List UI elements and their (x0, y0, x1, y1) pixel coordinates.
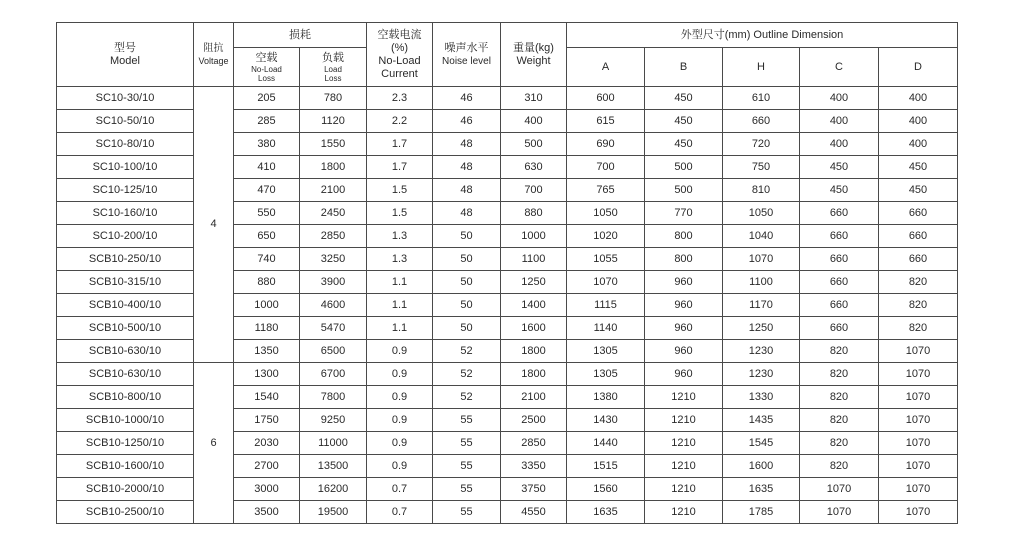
dim-h-cell: 1070 (723, 248, 800, 271)
table-row (57, 110, 958, 133)
dim-d-cell: 450 (879, 156, 958, 179)
load-loss-cell: 4600 (300, 294, 367, 317)
weight-cell: 2100 (501, 386, 567, 409)
noload-loss-en-1: No-Load (251, 64, 282, 74)
load-loss-cell: 7800 (300, 386, 367, 409)
dim-c-cell: 660 (800, 317, 879, 340)
weight-header-cn: 重量(kg) (513, 41, 554, 54)
noise-cell: 52 (433, 340, 501, 363)
noise-header-en: Noise level (442, 55, 491, 67)
dim-a-cell: 1055 (567, 248, 645, 271)
noise-cell: 55 (433, 478, 501, 501)
weight-cell: 1100 (501, 248, 567, 271)
weight-cell: 3350 (501, 455, 567, 478)
dim-h-cell: 720 (723, 133, 800, 156)
load-loss-cell: 6700 (300, 363, 367, 386)
table-row (57, 87, 958, 110)
model-cell: SCB10-630/10 (57, 363, 194, 386)
weight-cell: 2850 (501, 432, 567, 455)
weight-cell: 1800 (501, 363, 567, 386)
weight-cell: 2500 (501, 409, 567, 432)
table-row (57, 202, 958, 225)
dim-d-cell: 820 (879, 317, 958, 340)
dim-h-cell: 1600 (723, 455, 800, 478)
model-header-cn: 型号 (114, 41, 136, 54)
current-header-en-2: Current (381, 67, 418, 80)
dim-b-cell: 800 (645, 248, 723, 271)
dim-a-cell: 1115 (567, 294, 645, 317)
dim-a-cell: 690 (567, 133, 645, 156)
dim-d-cell: 660 (879, 202, 958, 225)
dim-c-cell: 660 (800, 294, 879, 317)
load-loss-cell: 1550 (300, 133, 367, 156)
dim-h-cell: 1170 (723, 294, 800, 317)
noise-cell: 50 (433, 294, 501, 317)
dim-h-cell: 1230 (723, 363, 800, 386)
dim-a-cell: 1070 (567, 271, 645, 294)
noload-loss-cell: 1000 (234, 294, 300, 317)
outline-header: 外型尺寸(mm) Outline Dimension (567, 23, 958, 48)
current-cell: 1.3 (367, 225, 433, 248)
dim-b-cell: 960 (645, 340, 723, 363)
table-row (57, 363, 958, 386)
dim-b-cell: 450 (645, 87, 723, 110)
dim-h-cell: 1545 (723, 432, 800, 455)
dim-c-cell: 660 (800, 202, 879, 225)
dim-d-cell: 820 (879, 271, 958, 294)
dim-c-cell: 400 (800, 133, 879, 156)
dim-a-cell: 1050 (567, 202, 645, 225)
weight-cell: 700 (501, 179, 567, 202)
table-row (57, 409, 958, 432)
dim-h-cell: 1635 (723, 478, 800, 501)
dim-header-c: C (800, 48, 879, 87)
table-row (57, 317, 958, 340)
current-header-cn: 空载电流 (377, 28, 422, 41)
weight-cell: 1000 (501, 225, 567, 248)
dim-h-cell: 750 (723, 156, 800, 179)
noise-cell: 48 (433, 156, 501, 179)
dim-d-cell: 1070 (879, 432, 958, 455)
dim-b-cell: 960 (645, 271, 723, 294)
voltage-header-en: Voltage (198, 55, 229, 66)
noload-loss-cell: 1350 (234, 340, 300, 363)
table-row (57, 455, 958, 478)
weight-cell: 630 (501, 156, 567, 179)
dim-d-cell: 1070 (879, 340, 958, 363)
noise-cell: 46 (433, 87, 501, 110)
weight-header-en: Weight (516, 54, 551, 67)
dim-d-cell: 1070 (879, 455, 958, 478)
noise-cell: 50 (433, 225, 501, 248)
voltage-header-cn: 阻抗 (203, 42, 224, 54)
load-loss-cell: 1120 (300, 110, 367, 133)
load-loss-cell: 6500 (300, 340, 367, 363)
model-header (57, 23, 194, 87)
voltage-cell: 6 (194, 363, 234, 524)
dim-header-a: A (567, 48, 645, 87)
dim-b-cell: 450 (645, 110, 723, 133)
dim-d-cell: 1070 (879, 386, 958, 409)
model-cell: SCB10-1000/10 (57, 409, 194, 432)
dim-b-cell: 770 (645, 202, 723, 225)
dim-d-cell: 820 (879, 294, 958, 317)
noise-header (433, 23, 501, 87)
dim-b-cell: 450 (645, 133, 723, 156)
model-cell: SC10-50/10 (57, 110, 194, 133)
table-row (57, 225, 958, 248)
current-cell: 1.5 (367, 202, 433, 225)
noload-loss-cell: 470 (234, 179, 300, 202)
table-row (57, 386, 958, 409)
noise-cell: 55 (433, 501, 501, 524)
noise-cell: 48 (433, 179, 501, 202)
model-cell: SC10-100/10 (57, 156, 194, 179)
current-cell: 1.1 (367, 294, 433, 317)
current-cell: 1.3 (367, 248, 433, 271)
dim-c-cell: 400 (800, 87, 879, 110)
dim-a-cell: 1430 (567, 409, 645, 432)
noise-cell: 48 (433, 202, 501, 225)
table-row (57, 133, 958, 156)
dim-h-cell: 660 (723, 110, 800, 133)
dim-b-cell: 1210 (645, 455, 723, 478)
dim-b-cell: 960 (645, 317, 723, 340)
load-loss-cell: 780 (300, 87, 367, 110)
voltage-header (194, 23, 234, 87)
noload-loss-cell: 1300 (234, 363, 300, 386)
dim-a-cell: 615 (567, 110, 645, 133)
weight-cell: 4550 (501, 501, 567, 524)
dim-a-cell: 1560 (567, 478, 645, 501)
model-cell: SCB10-315/10 (57, 271, 194, 294)
model-cell: SCB10-400/10 (57, 294, 194, 317)
dim-h-cell: 1330 (723, 386, 800, 409)
dim-c-cell: 820 (800, 432, 879, 455)
table-row (57, 179, 958, 202)
weight-cell: 310 (501, 87, 567, 110)
weight-cell: 500 (501, 133, 567, 156)
weight-header (501, 23, 567, 87)
noload-loss-cell: 205 (234, 87, 300, 110)
dim-b-cell: 1210 (645, 501, 723, 524)
dim-h-cell: 610 (723, 87, 800, 110)
dim-c-cell: 820 (800, 386, 879, 409)
model-cell: SC10-160/10 (57, 202, 194, 225)
current-cell: 0.9 (367, 409, 433, 432)
model-cell: SC10-30/10 (57, 87, 194, 110)
model-cell: SCB10-630/10 (57, 340, 194, 363)
dim-h-cell: 1250 (723, 317, 800, 340)
current-cell: 0.9 (367, 455, 433, 478)
loss-header: 损耗 (234, 23, 367, 48)
dim-b-cell: 1210 (645, 478, 723, 501)
dim-h-cell: 1040 (723, 225, 800, 248)
noise-cell: 55 (433, 455, 501, 478)
dim-h-cell: 1050 (723, 202, 800, 225)
dim-b-cell: 800 (645, 225, 723, 248)
weight-cell: 3750 (501, 478, 567, 501)
noise-cell: 50 (433, 317, 501, 340)
weight-cell: 880 (501, 202, 567, 225)
dim-c-cell: 660 (800, 271, 879, 294)
model-header-en: Model (110, 54, 140, 67)
dim-a-cell: 1440 (567, 432, 645, 455)
dim-c-cell: 820 (800, 340, 879, 363)
noload-loss-cell: 285 (234, 110, 300, 133)
noise-cell: 55 (433, 409, 501, 432)
noload-loss-en-2: Loss (258, 73, 275, 83)
dim-d-cell: 400 (879, 87, 958, 110)
noise-cell: 52 (433, 386, 501, 409)
dim-b-cell: 1210 (645, 432, 723, 455)
dim-c-cell: 450 (800, 156, 879, 179)
dim-b-cell: 1210 (645, 409, 723, 432)
current-cell: 0.9 (367, 340, 433, 363)
load-loss-cell: 19500 (300, 501, 367, 524)
noload-loss-cell: 3500 (234, 501, 300, 524)
dim-a-cell: 1305 (567, 363, 645, 386)
model-cell: SC10-125/10 (57, 179, 194, 202)
model-cell: SC10-200/10 (57, 225, 194, 248)
table-row (57, 432, 958, 455)
noise-header-cn: 噪声水平 (444, 41, 489, 54)
dim-b-cell: 1210 (645, 386, 723, 409)
spec-table (56, 22, 958, 524)
current-cell: 1.7 (367, 156, 433, 179)
dim-c-cell: 820 (800, 363, 879, 386)
load-loss-cell: 3900 (300, 271, 367, 294)
dim-d-cell: 660 (879, 248, 958, 271)
noise-cell: 46 (433, 110, 501, 133)
dim-d-cell: 400 (879, 110, 958, 133)
dim-a-cell: 1305 (567, 340, 645, 363)
dim-d-cell: 1070 (879, 409, 958, 432)
current-cell: 0.9 (367, 386, 433, 409)
load-loss-cell: 9250 (300, 409, 367, 432)
model-cell: SCB10-2500/10 (57, 501, 194, 524)
dim-c-cell: 820 (800, 455, 879, 478)
dim-a-cell: 600 (567, 87, 645, 110)
dim-header-h: H (723, 48, 800, 87)
noise-cell: 48 (433, 133, 501, 156)
noload-loss-cell: 410 (234, 156, 300, 179)
dim-d-cell: 660 (879, 225, 958, 248)
table-body (57, 87, 958, 524)
current-header-en-1: No-Load (378, 54, 421, 67)
header-row-top (57, 23, 958, 48)
dim-c-cell: 1070 (800, 478, 879, 501)
load-loss-cell: 2100 (300, 179, 367, 202)
noload-loss-cn: 空载 (255, 51, 278, 64)
dim-b-cell: 960 (645, 294, 723, 317)
load-loss-cell: 11000 (300, 432, 367, 455)
dim-c-cell: 450 (800, 179, 879, 202)
load-loss-cell: 3250 (300, 248, 367, 271)
noload-loss-cell: 650 (234, 225, 300, 248)
dim-c-cell: 400 (800, 110, 879, 133)
noload-loss-cell: 1750 (234, 409, 300, 432)
dim-a-cell: 1380 (567, 386, 645, 409)
load-loss-cn: 负载 (322, 51, 344, 64)
noload-loss-cell: 1180 (234, 317, 300, 340)
noload-loss-cell: 380 (234, 133, 300, 156)
dim-h-cell: 1230 (723, 340, 800, 363)
model-cell: SC10-80/10 (57, 133, 194, 156)
dim-h-cell: 1100 (723, 271, 800, 294)
dim-h-cell: 1785 (723, 501, 800, 524)
current-cell: 0.9 (367, 432, 433, 455)
dim-d-cell: 1070 (879, 478, 958, 501)
table-row (57, 271, 958, 294)
table-row (57, 340, 958, 363)
weight-cell: 1400 (501, 294, 567, 317)
noise-cell: 50 (433, 248, 501, 271)
current-cell: 2.3 (367, 87, 433, 110)
load-loss-cell: 2850 (300, 225, 367, 248)
table-header (57, 23, 958, 87)
model-cell: SCB10-1600/10 (57, 455, 194, 478)
voltage-cell: 4 (194, 87, 234, 363)
dim-a-cell: 1140 (567, 317, 645, 340)
noload-loss-cell: 740 (234, 248, 300, 271)
table-row (57, 478, 958, 501)
noise-cell: 52 (433, 363, 501, 386)
dim-c-cell: 660 (800, 248, 879, 271)
noload-loss-cell: 3000 (234, 478, 300, 501)
dim-d-cell: 400 (879, 133, 958, 156)
current-cell: 1.7 (367, 133, 433, 156)
current-header-unit: (%) (390, 41, 409, 54)
noload-loss-cell: 880 (234, 271, 300, 294)
model-cell: SCB10-1250/10 (57, 432, 194, 455)
table-row (57, 294, 958, 317)
dim-h-cell: 1435 (723, 409, 800, 432)
dim-d-cell: 450 (879, 179, 958, 202)
dim-b-cell: 500 (645, 156, 723, 179)
table-row (57, 156, 958, 179)
model-cell: SCB10-250/10 (57, 248, 194, 271)
dim-c-cell: 1070 (800, 501, 879, 524)
load-loss-en-1: Load (324, 64, 342, 74)
load-loss-en-2: Loss (324, 73, 342, 83)
noload-loss-header (234, 48, 300, 87)
dim-d-cell: 1070 (879, 501, 958, 524)
load-loss-cell: 16200 (300, 478, 367, 501)
load-loss-header (300, 48, 367, 87)
dim-a-cell: 700 (567, 156, 645, 179)
current-header (367, 23, 433, 87)
dim-h-cell: 810 (723, 179, 800, 202)
dim-header-d: D (879, 48, 958, 87)
noload-loss-cell: 1540 (234, 386, 300, 409)
noload-loss-cell: 2030 (234, 432, 300, 455)
load-loss-cell: 2450 (300, 202, 367, 225)
load-loss-cell: 5470 (300, 317, 367, 340)
table-row (57, 248, 958, 271)
current-cell: 0.9 (367, 363, 433, 386)
noise-cell: 55 (433, 432, 501, 455)
dim-a-cell: 765 (567, 179, 645, 202)
load-loss-cell: 1800 (300, 156, 367, 179)
dim-c-cell: 660 (800, 225, 879, 248)
current-cell: 1.1 (367, 271, 433, 294)
noload-loss-cell: 550 (234, 202, 300, 225)
dim-a-cell: 1635 (567, 501, 645, 524)
model-cell: SCB10-2000/10 (57, 478, 194, 501)
noise-cell: 50 (433, 271, 501, 294)
dim-c-cell: 820 (800, 409, 879, 432)
dim-a-cell: 1020 (567, 225, 645, 248)
model-cell: SCB10-500/10 (57, 317, 194, 340)
current-cell: 1.5 (367, 179, 433, 202)
dim-header-b: B (645, 48, 723, 87)
current-cell: 0.7 (367, 501, 433, 524)
dim-b-cell: 960 (645, 363, 723, 386)
load-loss-cell: 13500 (300, 455, 367, 478)
table-row (57, 501, 958, 524)
weight-cell: 1600 (501, 317, 567, 340)
current-cell: 1.1 (367, 317, 433, 340)
current-cell: 2.2 (367, 110, 433, 133)
noload-loss-cell: 2700 (234, 455, 300, 478)
weight-cell: 1250 (501, 271, 567, 294)
model-cell: SCB10-800/10 (57, 386, 194, 409)
weight-cell: 400 (501, 110, 567, 133)
dim-a-cell: 1515 (567, 455, 645, 478)
weight-cell: 1800 (501, 340, 567, 363)
dim-d-cell: 1070 (879, 363, 958, 386)
dim-b-cell: 500 (645, 179, 723, 202)
current-cell: 0.7 (367, 478, 433, 501)
